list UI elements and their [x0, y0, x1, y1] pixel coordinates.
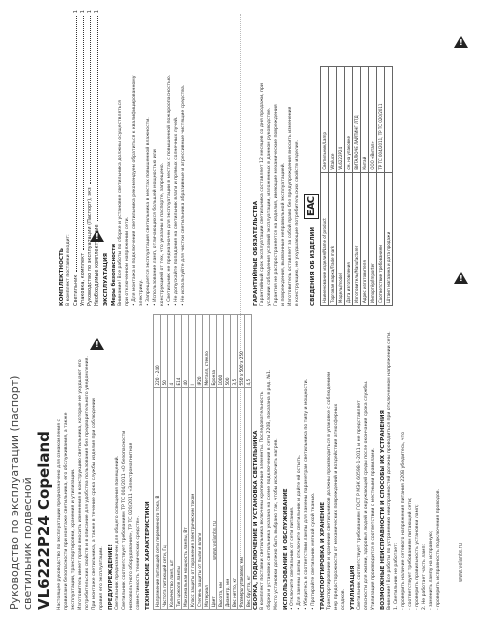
safety-line: Внимание! Все работы по сборке и установке светильника должны осуществляться [118, 100, 123, 306]
complect-item-label: Руководство по эксплуатации (Паспорт), экз [87, 187, 93, 306]
fault-line: - проверить наличие сетевого напряжения питания 220В убедитесь, что [401, 431, 406, 610]
spec-row [182, 315, 189, 610]
spec-value: 4 [168, 315, 175, 389]
doc-subtitle: светильник подвесной [21, 477, 34, 610]
transport-line: осадков. [341, 588, 346, 610]
spec-label: Размеры упаковки, мм [238, 388, 245, 610]
warranty-line: Изготовитель оставляет за собой право без предупреждения вносить изменения [288, 106, 293, 306]
fault-line: 1. Светильник не работает: [394, 542, 399, 610]
info-value: ООО «Витал» [369, 67, 377, 173]
info-value: ТР ТС 004/2011, ТР ТС 020/2011 [377, 67, 385, 173]
safety-heading: Меры безопасности [111, 244, 117, 306]
faults-note: Внимание! Все работы по устранению неисправностей должны проводиться при отключенном напряжении сети. [387, 331, 392, 610]
spec-value: 3,5 [231, 315, 238, 389]
info-row [345, 67, 353, 306]
info-heading [304, 10, 319, 306]
intro-line: Изготовитель имеет право вносить изменения в конструкцию светильника, которые не ухудшают его [78, 359, 83, 610]
fault-line: - проверить исправность подключения проводов. [436, 489, 441, 610]
spec-label: Цвет [210, 388, 217, 610]
transport-heading: ТРАНСПОРТИРОВКА И ХРАНЕНИЕ [320, 501, 326, 610]
fault-line: - соответствует требованиям питающей сети; [408, 497, 413, 610]
expl-heading: ЭКСПЛУАТАЦИЯ [103, 252, 109, 306]
purpose-line: низковольтного оборудования», ТР ТС 020/2011 «Электромагнитная [129, 442, 134, 610]
info-label: Торговая марка/Trade mark [329, 172, 337, 305]
spec-row [210, 315, 217, 610]
spec-value: 40 [182, 315, 189, 389]
info-value: Китай [361, 67, 369, 173]
complect-item-qty: 1 [73, 10, 79, 14]
left-panel [6, 10, 251, 610]
util-line: опасности для жизни, здоровья людей и окружающей среды после окончания срока службы. [364, 380, 369, 610]
assembly-line: В комплект поставки светильника включены крепежные элементы. Последовательность [260, 391, 265, 610]
info-value: см. на упаковке [345, 67, 353, 173]
spec-value: 4,5 [245, 315, 252, 389]
spec-row [224, 315, 231, 610]
spec-label: Вес брутто, кг [245, 388, 252, 610]
assembly-line: Место установки должно быть выбрано так, чтобы исключить нагрев. [274, 438, 279, 610]
spec-row [217, 315, 224, 610]
spec-value: 500 [224, 315, 231, 389]
faults-heading: ВОЗМОЖНЫЕ НЕИСПРАВНОСТИ И СПОСОБЫ ИХ УСТРАНЕНИЯ [380, 410, 386, 610]
spec-row [161, 315, 168, 610]
maint-heading: ИСПОЛЬЗОВАНИЕ И ОБСЛУЖИВАНИЕ [283, 488, 289, 610]
info-row [369, 67, 377, 306]
warranty-line: условии соблюдения условий эксплуатации, изложенных в данном руководстве. [267, 107, 272, 306]
spec-row [203, 315, 210, 610]
spec-label: Количество ламп, шт [168, 388, 175, 610]
spec-label: Степень защиты от пыли и влаги [196, 388, 203, 610]
transport-line: Транспортирование и хранение светильников должны производиться в упаковке с соблюдением [327, 371, 332, 610]
safety-line: • Запрещается эксплуатация светильника в местах повышенной влажности. [146, 117, 151, 306]
intro-line: правил его эксплуатации. [99, 546, 104, 610]
safety-line: • Светильник не предназначен для эксплуатации в местах с повышенной пожароопасностью. [167, 74, 172, 306]
spec-row [168, 315, 175, 610]
spec-label: Максимальная мощность лампы, Вт [182, 388, 189, 610]
spec-row [189, 315, 196, 610]
spec-row [196, 315, 203, 610]
info-label: Импортёр/Importer [369, 172, 377, 305]
transport-line: мер предосторожности от механических повреждений и воздействия атмосферных [334, 403, 339, 610]
info-heading-text: СВЕДЕНИЯ ОБ ИЗДЕЛИИ [310, 226, 316, 306]
safety-line: конструкцией от тех, что указаны в паспорте, запрещено. [160, 162, 165, 306]
info-row [385, 67, 393, 306]
safety-line: • Для монтажа и подключения светильника рекомендуем обратиться к квалифицированному [132, 75, 137, 306]
warning-heading: ПРЕДУПРЕЖДЕНИЕ! [108, 544, 114, 610]
spec-value: IP20 [196, 315, 203, 389]
warranty-heading: ГАРАНТИЙНЫЕ ОБЯЗАТЕЛЬСТВА [253, 200, 259, 306]
spec-value: Бронза [210, 315, 217, 389]
spec-label: Вес нетто, кг [231, 388, 238, 610]
spec-value: Металл, стекло [203, 315, 210, 389]
info-row [353, 67, 361, 306]
purpose-line: совместимость технических средств». [136, 515, 141, 610]
complect-list [73, 10, 100, 306]
spec-label: Высота, мм [217, 388, 224, 610]
safety-line: • Использование ламп, отличающихся большей мощностью или [153, 149, 158, 306]
info-value [385, 67, 393, 173]
spec-row [238, 315, 245, 610]
purpose-line: Светильник соответствует требованиям ТР ТС 004/2011 «О безопасности [122, 430, 127, 610]
info-label: Соответствие требованиям [377, 172, 385, 305]
dot-leader [73, 16, 77, 271]
warning-triangle-icon [90, 230, 104, 242]
info-label: Штамп магазина и дата продажи [385, 172, 393, 305]
complect-item-qty: 1 [87, 10, 93, 14]
model-name: VL6222P24 Copeland [35, 431, 53, 610]
dot-leader [94, 16, 98, 221]
warning-triangle-icon [454, 272, 468, 284]
spec-row [231, 315, 238, 610]
assembly-heading: СБОРКА, ПОДКЛЮЧЕНИЕ И УСТАНОВКА СВЕТИЛЬНИКА [253, 430, 259, 610]
dot-leader [87, 16, 91, 184]
assembly-line: сборки и установки светильника указана на схеме подключения в сети 220В, показана в ряд. №1. [267, 369, 272, 610]
spec-value: I [189, 315, 196, 389]
info-value: Светильник/Lamp [321, 67, 329, 173]
doc-title: Руководство по эксплуатации (паспорт) [8, 375, 21, 610]
complect-item [80, 10, 86, 306]
maint-line: • Убедитесь в соответствии лампы для замены параметрам светильника по типу и мощности. [304, 378, 309, 610]
complect-item [87, 10, 93, 306]
complect-item-qty: 1 [80, 10, 86, 14]
util-heading: УТИЛИЗАЦИЯ [350, 565, 356, 610]
spec-value: E14 [175, 315, 182, 389]
maint-line: • Протирайте светильник мягкой сухой тканью. [311, 492, 316, 610]
warning-triangle-icon [454, 36, 468, 48]
info-label: Дата изготовления [345, 172, 353, 305]
intro-line: потребительских свойств и в описание для удобства пользования без предварительного уведомления. [85, 356, 90, 610]
safety-line: • Не допускайте попадания на светильник влаги и прямых солнечных лучей. [174, 116, 179, 306]
complect-item-label: Необходимые комплектующие [94, 224, 100, 306]
intro-line: При монтаже светильника, а также в течение срока службы изделия при соблюдении [92, 398, 97, 610]
info-label: Наименование изделия/Name of product [321, 172, 329, 305]
info-value: VL6222P24 [337, 67, 345, 173]
spec-row [175, 315, 182, 610]
spec-value: 50 [161, 315, 168, 389]
spec-label: Напряжение питающей сети переменного тока, В [154, 388, 161, 610]
warranty-line: и повреждения, вызванные неправильной эксплуатацией. [281, 162, 286, 306]
util-line: Светильник соответствует требованиям ГОСТ Р МЭК 60598-1-2011 и не представляет [357, 400, 362, 610]
info-row [377, 67, 385, 306]
spec-label: Тип цоколя лампы [175, 388, 182, 610]
right-panel [250, 10, 480, 610]
complect-item-qty: 1 [94, 10, 100, 14]
complect-intro: В комплект поставки входит: [66, 234, 71, 306]
safety-line: при отключенном напряжении сети. [125, 216, 130, 306]
specs-table [153, 314, 252, 610]
info-label: Модель/model [337, 172, 345, 305]
info-row [329, 67, 337, 306]
spec-label: Класс защиты от поражения электрическим током [189, 388, 196, 610]
purpose-line: Светильник предназначен для общего освещения помещений. [115, 455, 120, 610]
spec-value: 220 - 240 [154, 315, 161, 389]
complect-item [73, 10, 79, 306]
specs-heading: ТЕХНИЧЕСКИЕ ХАРАКТЕРИСТИКИ [145, 501, 151, 610]
safety-line: электрику. [139, 279, 144, 306]
fault-line: - проверить правильность установки ламп; [415, 504, 420, 610]
spec-value: 1000 [217, 315, 224, 389]
spec-value: 550 x 500 x 250 [238, 315, 245, 389]
intro-line: правилами безопасности при монтаже светильника, его обслуживания, а также [64, 412, 69, 610]
info-row [337, 67, 345, 306]
warranty-line: Гарантия не распространяется на изделия, имеющие механические повреждения [274, 104, 279, 306]
footer-url: www.velante.ru [212, 521, 218, 560]
footer-url: www.velante.ru [458, 543, 464, 582]
intro-line: Настоящее руководство по эксплуатации предназначено для ознакомления с [57, 419, 62, 610]
complect-heading: КОМПЛЕКТНОСТЬ [59, 247, 65, 306]
warranty-line: Гарантийный срок эксплуатации светильника составляет 12 месяцев со дня продажи, при [260, 83, 265, 306]
info-label: Адрес изготовителя [361, 172, 369, 305]
fault-line: 2. Не работает часть ламп: [422, 543, 427, 610]
maint-line: • Для замены лампы отключите светильник и дайте ей остыть. [297, 454, 302, 610]
maint-line: • Отключите светильник от сети питания. [290, 506, 295, 610]
warranty-line: в конструкцию, не ухудшающие потребительских свойств изделия. [295, 139, 300, 306]
complect-item-label: Светильник [73, 274, 79, 306]
spec-label: Материал [203, 388, 210, 610]
product-info-table [320, 66, 393, 306]
complect-item [94, 10, 100, 306]
info-value: ВИТАЛЮЧЕ ЛАЙТИНГ ЛТД [353, 67, 361, 173]
eac-mark: EAC [304, 194, 319, 219]
info-value: Vitaluce [329, 67, 337, 173]
complect-item-label: Упаковка, комплект [80, 253, 86, 306]
spec-label: Диаметр, мм [224, 388, 231, 610]
safety-line: • Не используйте для чистки светильника абразивные и агрессивные чистящие средства. [181, 84, 186, 306]
info-row [321, 67, 329, 306]
dot-leader [80, 16, 84, 250]
spec-label: Частота питающей сети, Гц [161, 388, 168, 610]
info-row [361, 67, 369, 306]
spec-row [154, 315, 161, 610]
fault-line: - заменить лампу на исправную; [429, 530, 434, 610]
util-line: Утилизация производится в соответствии с местными правилами. [371, 448, 376, 610]
warning-triangle-icon [90, 338, 104, 350]
info-label: Изготовитель/Manufacturer [353, 172, 361, 305]
intro-line: эксплуатации, транспортировки, хранения и утилизации. [71, 468, 76, 610]
